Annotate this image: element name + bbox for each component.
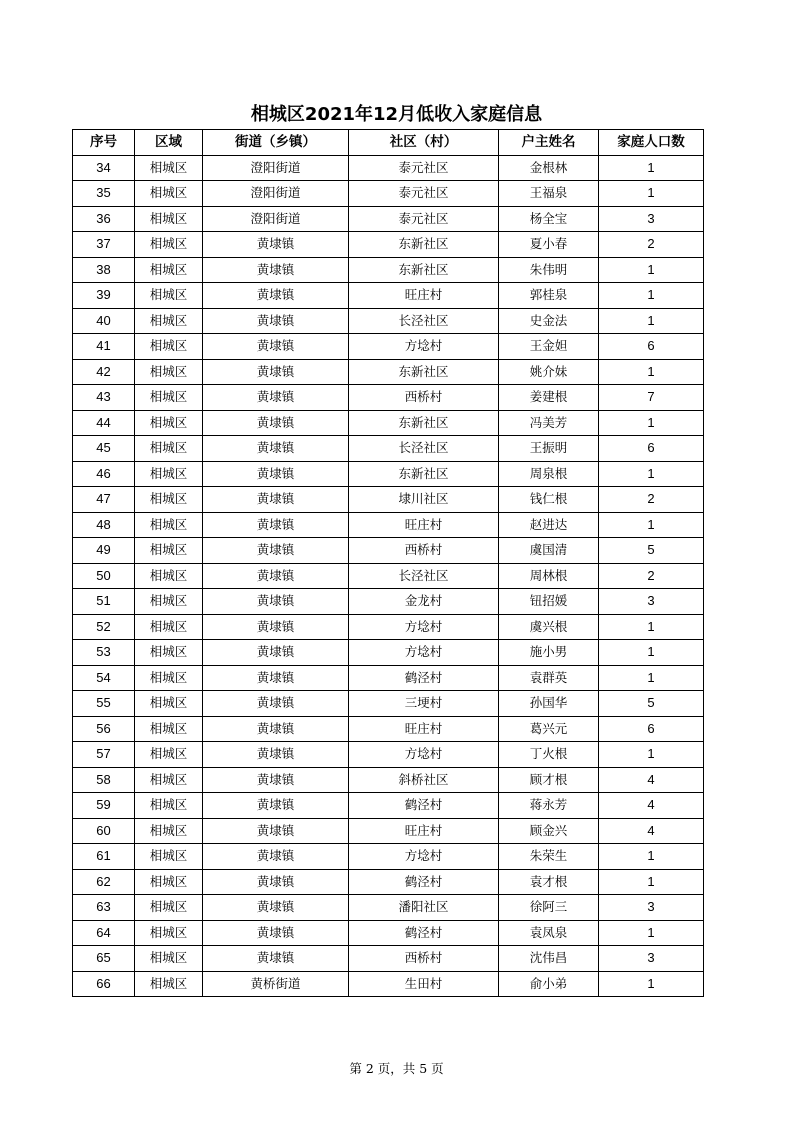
cell-householder: 施小男 (499, 640, 599, 666)
low-income-table (72, 129, 704, 997)
cell-householder: 姚介妹 (499, 359, 599, 385)
cell-street: 黄埭镇 (203, 385, 349, 411)
table-row (73, 793, 704, 819)
cell-district: 相城区 (135, 895, 203, 921)
cell-community: 长泾社区 (349, 308, 499, 334)
cell-index: 64 (73, 920, 135, 946)
table-header-row (73, 130, 704, 156)
cell-district: 相城区 (135, 971, 203, 997)
table-row (73, 640, 704, 666)
table-row (73, 589, 704, 615)
cell-street: 黄埭镇 (203, 793, 349, 819)
table-row (73, 563, 704, 589)
cell-street: 黄埭镇 (203, 538, 349, 564)
cell-family-size: 1 (599, 308, 704, 334)
header-district: 区域 (135, 130, 203, 156)
cell-community: 鹤泾村 (349, 665, 499, 691)
cell-community: 泰元社区 (349, 206, 499, 232)
cell-index: 43 (73, 385, 135, 411)
cell-family-size: 3 (599, 206, 704, 232)
cell-family-size: 1 (599, 614, 704, 640)
table-row (73, 181, 704, 207)
table-row (73, 716, 704, 742)
cell-index: 34 (73, 155, 135, 181)
cell-family-size: 4 (599, 767, 704, 793)
cell-community: 西桥村 (349, 385, 499, 411)
table-row (73, 946, 704, 972)
cell-family-size: 6 (599, 334, 704, 360)
cell-community: 旺庄村 (349, 512, 499, 538)
cell-index: 56 (73, 716, 135, 742)
cell-index: 58 (73, 767, 135, 793)
cell-community: 东新社区 (349, 410, 499, 436)
table-row (73, 334, 704, 360)
cell-index: 54 (73, 665, 135, 691)
cell-street: 黄埭镇 (203, 742, 349, 768)
table-row (73, 665, 704, 691)
table-row (73, 155, 704, 181)
cell-street: 黄埭镇 (203, 665, 349, 691)
table-row (73, 920, 704, 946)
cell-index: 55 (73, 691, 135, 717)
cell-district: 相城区 (135, 844, 203, 870)
table-row (73, 614, 704, 640)
cell-district: 相城区 (135, 410, 203, 436)
table-row (73, 487, 704, 513)
table-row (73, 385, 704, 411)
cell-householder: 虞兴根 (499, 614, 599, 640)
cell-index: 66 (73, 971, 135, 997)
cell-community: 方埝村 (349, 742, 499, 768)
table-row (73, 895, 704, 921)
cell-family-size: 6 (599, 436, 704, 462)
cell-family-size: 1 (599, 742, 704, 768)
cell-index: 38 (73, 257, 135, 283)
header-householder: 户主姓名 (499, 130, 599, 156)
cell-community: 泰元社区 (349, 181, 499, 207)
cell-street: 黄埭镇 (203, 589, 349, 615)
cell-householder: 袁凤泉 (499, 920, 599, 946)
cell-index: 53 (73, 640, 135, 666)
cell-street: 黄埭镇 (203, 359, 349, 385)
cell-street: 黄埭镇 (203, 640, 349, 666)
cell-family-size: 1 (599, 920, 704, 946)
cell-family-size: 1 (599, 971, 704, 997)
cell-district: 相城区 (135, 385, 203, 411)
cell-index: 50 (73, 563, 135, 589)
cell-street: 黄埭镇 (203, 308, 349, 334)
cell-district: 相城区 (135, 869, 203, 895)
cell-street: 黄埭镇 (203, 257, 349, 283)
cell-householder: 袁才根 (499, 869, 599, 895)
cell-index: 60 (73, 818, 135, 844)
header-street: 街道（乡镇） (203, 130, 349, 156)
cell-householder: 王振明 (499, 436, 599, 462)
cell-street: 黄埭镇 (203, 716, 349, 742)
cell-index: 36 (73, 206, 135, 232)
cell-district: 相城区 (135, 691, 203, 717)
cell-index: 65 (73, 946, 135, 972)
cell-index: 35 (73, 181, 135, 207)
cell-householder: 朱伟明 (499, 257, 599, 283)
header-family-size: 家庭人口数 (599, 130, 704, 156)
cell-community: 鹤泾村 (349, 793, 499, 819)
cell-street: 黄埭镇 (203, 283, 349, 309)
cell-district: 相城区 (135, 614, 203, 640)
cell-family-size: 5 (599, 691, 704, 717)
table-row (73, 308, 704, 334)
cell-index: 46 (73, 461, 135, 487)
table-row (73, 512, 704, 538)
cell-district: 相城区 (135, 946, 203, 972)
cell-district: 相城区 (135, 232, 203, 258)
cell-householder: 赵进达 (499, 512, 599, 538)
cell-family-size: 1 (599, 844, 704, 870)
header-index: 序号 (73, 130, 135, 156)
cell-householder: 郭桂泉 (499, 283, 599, 309)
cell-community: 泰元社区 (349, 155, 499, 181)
cell-index: 45 (73, 436, 135, 462)
cell-street: 黄埭镇 (203, 512, 349, 538)
cell-community: 东新社区 (349, 359, 499, 385)
cell-householder: 夏小春 (499, 232, 599, 258)
cell-index: 41 (73, 334, 135, 360)
cell-family-size: 2 (599, 563, 704, 589)
cell-community: 西桥村 (349, 946, 499, 972)
table-row (73, 436, 704, 462)
cell-family-size: 1 (599, 181, 704, 207)
cell-community: 三埂村 (349, 691, 499, 717)
cell-street: 澄阳街道 (203, 206, 349, 232)
cell-family-size: 3 (599, 589, 704, 615)
cell-community: 东新社区 (349, 461, 499, 487)
cell-householder: 金根林 (499, 155, 599, 181)
cell-district: 相城区 (135, 793, 203, 819)
table-row (73, 869, 704, 895)
table-row (73, 283, 704, 309)
cell-community: 东新社区 (349, 257, 499, 283)
cell-community: 鹤泾村 (349, 920, 499, 946)
cell-community: 方埝村 (349, 334, 499, 360)
cell-community: 旺庄村 (349, 283, 499, 309)
table-row (73, 767, 704, 793)
cell-householder: 孙国华 (499, 691, 599, 717)
cell-street: 黄埭镇 (203, 410, 349, 436)
cell-householder: 王金妲 (499, 334, 599, 360)
cell-district: 相城区 (135, 920, 203, 946)
cell-index: 61 (73, 844, 135, 870)
cell-family-size: 1 (599, 640, 704, 666)
cell-street: 黄埭镇 (203, 946, 349, 972)
cell-street: 黄埭镇 (203, 844, 349, 870)
cell-index: 59 (73, 793, 135, 819)
table-row (73, 971, 704, 997)
cell-district: 相城区 (135, 767, 203, 793)
cell-district: 相城区 (135, 308, 203, 334)
cell-householder: 顾金兴 (499, 818, 599, 844)
cell-householder: 虞国清 (499, 538, 599, 564)
cell-index: 44 (73, 410, 135, 436)
cell-district: 相城区 (135, 716, 203, 742)
cell-householder: 杨全宝 (499, 206, 599, 232)
cell-street: 黄桥街道 (203, 971, 349, 997)
cell-family-size: 1 (599, 512, 704, 538)
cell-index: 63 (73, 895, 135, 921)
cell-family-size: 1 (599, 461, 704, 487)
cell-index: 47 (73, 487, 135, 513)
cell-householder: 朱荣生 (499, 844, 599, 870)
cell-district: 相城区 (135, 665, 203, 691)
table-row (73, 232, 704, 258)
cell-community: 生田村 (349, 971, 499, 997)
cell-district: 相城区 (135, 512, 203, 538)
cell-family-size: 1 (599, 283, 704, 309)
cell-street: 黄埭镇 (203, 232, 349, 258)
cell-community: 鹤泾村 (349, 869, 499, 895)
cell-community: 西桥村 (349, 538, 499, 564)
cell-district: 相城区 (135, 563, 203, 589)
cell-index: 40 (73, 308, 135, 334)
cell-district: 相城区 (135, 181, 203, 207)
cell-index: 48 (73, 512, 135, 538)
cell-community: 潘阳社区 (349, 895, 499, 921)
cell-householder: 顾才根 (499, 767, 599, 793)
cell-district: 相城区 (135, 283, 203, 309)
page-title: 相城区2021年12月低收入家庭信息 (250, 104, 543, 125)
cell-householder: 徐阿三 (499, 895, 599, 921)
cell-street: 澄阳街道 (203, 181, 349, 207)
cell-street: 黄埭镇 (203, 920, 349, 946)
table-row (73, 206, 704, 232)
cell-street: 黄埭镇 (203, 487, 349, 513)
cell-community: 长泾社区 (349, 563, 499, 589)
cell-householder: 蒋永芳 (499, 793, 599, 819)
table-row (73, 359, 704, 385)
cell-community: 方埝村 (349, 640, 499, 666)
cell-family-size: 5 (599, 538, 704, 564)
cell-district: 相城区 (135, 257, 203, 283)
cell-householder: 沈伟昌 (499, 946, 599, 972)
cell-street: 黄埭镇 (203, 436, 349, 462)
cell-householder: 冯美芳 (499, 410, 599, 436)
cell-family-size: 2 (599, 232, 704, 258)
cell-community: 方埝村 (349, 614, 499, 640)
cell-index: 51 (73, 589, 135, 615)
cell-community: 长泾社区 (349, 436, 499, 462)
cell-street: 澄阳街道 (203, 155, 349, 181)
cell-index: 57 (73, 742, 135, 768)
cell-community: 方埝村 (349, 844, 499, 870)
cell-index: 52 (73, 614, 135, 640)
cell-street: 黄埭镇 (203, 895, 349, 921)
cell-family-size: 1 (599, 410, 704, 436)
cell-family-size: 7 (599, 385, 704, 411)
cell-family-size: 3 (599, 946, 704, 972)
cell-district: 相城区 (135, 155, 203, 181)
cell-community: 旺庄村 (349, 818, 499, 844)
cell-family-size: 4 (599, 818, 704, 844)
cell-householder: 葛兴元 (499, 716, 599, 742)
cell-index: 49 (73, 538, 135, 564)
cell-street: 黄埭镇 (203, 461, 349, 487)
cell-family-size: 4 (599, 793, 704, 819)
cell-district: 相城区 (135, 818, 203, 844)
cell-district: 相城区 (135, 436, 203, 462)
cell-community: 斜桥社区 (349, 767, 499, 793)
cell-family-size: 1 (599, 155, 704, 181)
cell-street: 黄埭镇 (203, 818, 349, 844)
table-row (73, 844, 704, 870)
cell-community: 埭川社区 (349, 487, 499, 513)
cell-district: 相城区 (135, 589, 203, 615)
cell-householder: 周泉根 (499, 461, 599, 487)
table-row (73, 742, 704, 768)
cell-street: 黄埭镇 (203, 563, 349, 589)
cell-householder: 袁群英 (499, 665, 599, 691)
cell-householder: 姜建根 (499, 385, 599, 411)
table-row (73, 691, 704, 717)
cell-householder: 钱仁根 (499, 487, 599, 513)
cell-district: 相城区 (135, 461, 203, 487)
cell-street: 黄埭镇 (203, 767, 349, 793)
cell-district: 相城区 (135, 742, 203, 768)
cell-district: 相城区 (135, 640, 203, 666)
cell-family-size: 2 (599, 487, 704, 513)
cell-family-size: 6 (599, 716, 704, 742)
table-row (73, 410, 704, 436)
table-row (73, 257, 704, 283)
cell-index: 62 (73, 869, 135, 895)
cell-family-size: 1 (599, 665, 704, 691)
table-row (73, 461, 704, 487)
cell-index: 42 (73, 359, 135, 385)
cell-householder: 丁火根 (499, 742, 599, 768)
cell-community: 东新社区 (349, 232, 499, 258)
cell-family-size: 3 (599, 895, 704, 921)
cell-family-size: 1 (599, 359, 704, 385)
cell-street: 黄埭镇 (203, 869, 349, 895)
cell-index: 39 (73, 283, 135, 309)
cell-community: 金龙村 (349, 589, 499, 615)
table-row (73, 818, 704, 844)
table-row (73, 538, 704, 564)
cell-district: 相城区 (135, 334, 203, 360)
cell-street: 黄埭镇 (203, 614, 349, 640)
cell-householder: 史金法 (499, 308, 599, 334)
cell-district: 相城区 (135, 206, 203, 232)
cell-community: 旺庄村 (349, 716, 499, 742)
cell-index: 37 (73, 232, 135, 258)
cell-street: 黄埭镇 (203, 334, 349, 360)
header-community: 社区（村） (349, 130, 499, 156)
cell-family-size: 1 (599, 257, 704, 283)
cell-householder: 俞小弟 (499, 971, 599, 997)
cell-family-size: 1 (599, 869, 704, 895)
cell-street: 黄埭镇 (203, 691, 349, 717)
cell-householder: 周林根 (499, 563, 599, 589)
cell-householder: 钮招媛 (499, 589, 599, 615)
page-footer: 第 2 页，共 5 页 (349, 1061, 444, 1076)
cell-district: 相城区 (135, 538, 203, 564)
cell-district: 相城区 (135, 359, 203, 385)
cell-district: 相城区 (135, 487, 203, 513)
cell-householder: 王福泉 (499, 181, 599, 207)
